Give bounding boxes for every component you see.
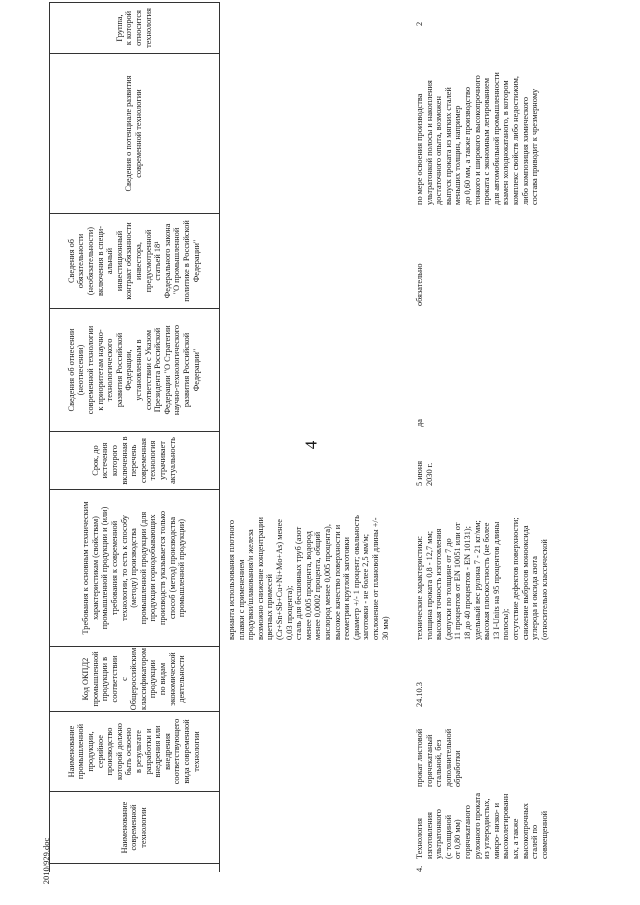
cell-line: для автомобильной промышленности [491, 72, 501, 205]
header-line: по видам [157, 662, 167, 696]
row-development-potential [415, 72, 540, 205]
header-line: "О промышленной [172, 227, 182, 295]
cell-line: тонкого и широкого высокопрочного [472, 75, 482, 205]
cell-line: ультратонкой полосы и накопления [424, 80, 434, 205]
cell-line: кислород менее 0,005 процента), [322, 524, 332, 640]
cell-line: Технология [415, 818, 424, 859]
header-line: развития Российской [114, 332, 124, 408]
header-text [67, 217, 201, 305]
cell-line: возможно снижение концентрации [255, 517, 265, 640]
row-expiry-term [415, 461, 434, 486]
cell-line: менее 0,005 процента, водород [303, 531, 313, 640]
cell-line: (диаметр +/- 1 процент; овальность [351, 515, 361, 640]
cell-line: плавки с применением [236, 559, 246, 640]
header-line: внедрения или [153, 725, 163, 778]
header-line: способ (метод) производства [167, 516, 177, 620]
header-line: соответствии с Указом [143, 330, 153, 410]
header-contract-obligation [49, 214, 219, 309]
row-requirements [415, 517, 549, 640]
header-requirements [49, 490, 219, 647]
cell-line: до 0,60 мм, а также производство [462, 86, 472, 205]
cell-line: горячекатаного [462, 805, 472, 859]
header-product-name [49, 712, 219, 792]
header-line: деятельности [177, 655, 187, 703]
page-number: 4 [301, 440, 321, 450]
row-product-name [415, 729, 463, 787]
header-line: промышленной продукции (для [138, 511, 148, 625]
cell-line: высокое качество поверхности и [332, 524, 342, 640]
header-line: в результате [134, 730, 143, 773]
header-line: установленным в [134, 339, 143, 401]
header-line: политике в Российской [181, 220, 191, 302]
row-contract-obligation: обязательно [415, 263, 424, 306]
header-line: Требования к основным техническим [81, 501, 91, 635]
header-line: соответствии [110, 655, 120, 703]
header-text [67, 325, 201, 415]
cell-line: углерода и оксида азота [530, 556, 540, 640]
cell-line: высоколегированн [501, 793, 511, 859]
header-development-potential [49, 54, 219, 214]
cell-line: полосы); [501, 608, 511, 640]
header-line: контракт обязанности [124, 222, 134, 300]
cell-line: сталь для бесшовных труб (азот [294, 526, 304, 640]
cell-line: снижение выбросов монооксида [520, 525, 530, 640]
cell-line: 11 процентов от EN 10051 или от [453, 522, 463, 640]
header-line: перечень [129, 444, 139, 477]
cell-line: варианта использования плотного [227, 519, 236, 640]
header-line: продукции горнодобывающих [148, 514, 158, 622]
header-line: Сведения о потенциале развития [124, 75, 134, 192]
cell-line: продувки/шлакования/и железа [246, 529, 256, 640]
header-text [67, 719, 201, 784]
header-line: актуальность [167, 437, 177, 484]
header-line: современной технологии [134, 89, 143, 178]
header-line: Федерального закона [162, 223, 172, 299]
header-line: вида современной [181, 719, 191, 784]
header-line: производств указывается только [157, 510, 167, 626]
header-line: Федерации" [191, 348, 201, 392]
rotated-table [49, 2, 629, 872]
header-line: продукции [148, 659, 158, 699]
header-line: к приоритетам научно- [95, 329, 105, 411]
cell-line: от 0,80 мм) [453, 819, 463, 859]
cell-line: цветных примесей [265, 574, 275, 640]
cell-line: высокая плоскостность (не более [482, 522, 492, 640]
row-technology-name [415, 793, 549, 859]
header-line: которого [110, 445, 120, 476]
row-number: 4. [415, 865, 424, 872]
header-line: разработки и [143, 728, 153, 775]
header-line: истечения [100, 442, 110, 479]
header-technology-group [49, 3, 219, 54]
header-line: продукции, [86, 731, 96, 772]
header-line: характеристикам (свойствам) [90, 516, 100, 620]
header-text [120, 802, 149, 854]
header-line: (необязательности) [86, 226, 96, 296]
cell-line: толщина проката 0,8 - 12,7 мм; [424, 531, 434, 640]
cell-line: горячекатаный [424, 734, 434, 787]
header-line: современной [129, 804, 139, 851]
header-line: экономической [167, 652, 177, 706]
header-line: Президента Российской [153, 327, 163, 413]
cell-line: отсутствие дефектов поверхности; [510, 517, 520, 640]
header-line: Федерации" [191, 239, 201, 283]
cell-line: стальной, без [434, 739, 444, 787]
cell-line: 0,03 процента); [284, 585, 294, 640]
header-line: развития Российской [181, 332, 191, 408]
requirements-continuation [227, 515, 390, 640]
header-line: Наименование [119, 801, 129, 854]
header-line: быть освоено [124, 727, 134, 776]
row-strategy-priority: да [415, 419, 424, 427]
header-line: технологии, то есть к способу [119, 515, 129, 621]
header-text [81, 502, 187, 635]
header-line: которой должно [114, 723, 124, 780]
header-line: классификатором [138, 648, 148, 710]
header-line: современной технологии [86, 325, 96, 415]
cell-line: выпуск проката из мягких сталей [443, 87, 453, 205]
cell-line: по мере освоения производства [415, 93, 424, 205]
cell-line: обработки [453, 750, 463, 787]
header-line: включенная в [119, 436, 129, 485]
header-line: научно-технологического [172, 324, 182, 416]
cell-line: 13 I-Units на 95 процентов длины [491, 521, 501, 640]
header-strategy-priority [49, 309, 219, 432]
header-line: Сведения об отнесении [66, 328, 76, 412]
header-line: технология [143, 8, 153, 48]
header-expiry-term [49, 432, 219, 490]
cell-line: изготовления [424, 812, 434, 859]
header-line: статьей 18¹ [153, 241, 163, 281]
cell-line: состава приводит к чрезмерному [530, 88, 540, 205]
header-line: технологического [105, 338, 115, 402]
cell-line: удельный вес рулона 7 - 21 кг/мм; [472, 520, 482, 640]
header-line: альный инвестиционный [105, 230, 124, 292]
cell-line: менее 0,0002 процента, общий [313, 531, 323, 640]
cell-line: (Cr+Sn+Sb+Cu+Ni+Mo+As) менее [274, 519, 284, 640]
cell-line: 18 до 40 процентов - EN 10131); [462, 526, 472, 640]
cell-line: микро- низко- и [491, 802, 501, 859]
header-line: промышленной продукции и (или) [100, 506, 110, 630]
header-okpd-code [49, 647, 219, 712]
header-line: утрачивает [157, 441, 167, 480]
table-header-row [49, 2, 219, 872]
header-line: Наименование [66, 725, 76, 778]
cell-line: прокат листовой [415, 728, 424, 787]
header-line: Группа, [114, 14, 124, 42]
header-line: промышленной продукции) [177, 518, 187, 618]
row-technology-group: 2 [415, 21, 424, 26]
header-line: включения в специ- [95, 225, 105, 297]
header-line: Федерации, [124, 349, 134, 391]
cell-line: комплекс свойств либо недостижим, [510, 76, 520, 205]
header-line: к которой [124, 10, 134, 46]
header-line: технология [148, 440, 158, 481]
header-line: Код ОКПД2 [81, 657, 91, 701]
header-line: технологии [138, 807, 148, 848]
cell-line: из углеродистых, [482, 798, 492, 859]
header-line: требования к современной [110, 520, 120, 616]
cell-line: ых, а также [510, 818, 520, 859]
cell-line: высокая точность изготовления [434, 528, 444, 640]
header-line: обязательности [76, 233, 86, 289]
cell-line: либо композиция химического [520, 96, 530, 205]
cell-line: (с толщиной [443, 814, 453, 859]
cell-line: рулонного проката [472, 792, 482, 859]
cell-line: дополнительной [443, 728, 453, 787]
cell-line: совмещенной [539, 810, 549, 859]
cell-line: ультратонкого [434, 809, 444, 859]
header-line: с Общероссийским [119, 647, 139, 711]
header-line: Срок, до [90, 445, 100, 476]
document-id: 2010/929.doc [41, 837, 51, 885]
header-line: Сведения об [66, 238, 76, 284]
header-line: продукции в [100, 656, 110, 702]
cell-line: геометрии круглой заготовки [342, 537, 352, 640]
header-line: предусмотренной [143, 229, 153, 293]
cell-line: 30 мм) [380, 616, 390, 640]
header-line: серийное [95, 735, 105, 768]
cell-line: заготовки - не более 2,5 мм/м; [361, 533, 371, 640]
header-line: Федерации "О Стратегии [162, 325, 172, 415]
header-line: технологии [191, 731, 201, 772]
cell-line: отклонение от плановой длины +/- [370, 517, 380, 640]
cell-line: сталей по [530, 824, 540, 859]
cell-line: высокопрочных [520, 803, 530, 859]
header-line: (неотнесении) [76, 344, 86, 396]
cell-line: меньших толщин, например [453, 105, 463, 205]
cell-line: взамен холоднокатаного, в котором [501, 80, 511, 205]
cell-line: (допуски по толщине от 7 до [443, 538, 453, 640]
header-text [91, 436, 177, 484]
header-line: относится [134, 10, 143, 46]
header-line: инвестора, [134, 242, 143, 280]
header-technology-name [49, 792, 219, 864]
cell-line: (относительно классической [539, 539, 549, 640]
header-line: промышленной [90, 651, 100, 707]
header-line: (методу) производства [129, 528, 139, 608]
header-line: внедрения [162, 733, 172, 770]
cell-line: достаточного опыта, возможен [434, 96, 444, 205]
header-line: промышленной [76, 723, 86, 780]
cell-line: проката с экономным легированием [482, 78, 492, 205]
row-okpd-code: 24.10.3 [415, 682, 424, 707]
cell-line: технические характеристики: [415, 535, 424, 640]
header-line: современная [138, 438, 148, 483]
header-line: соответствующего [172, 718, 182, 785]
header-line: производство [105, 727, 115, 776]
cell-line: 5 июня [415, 460, 424, 486]
header-text [115, 8, 153, 48]
cell-line: 2030 г. [424, 462, 434, 486]
header-text [124, 76, 143, 192]
header-text [81, 648, 187, 710]
